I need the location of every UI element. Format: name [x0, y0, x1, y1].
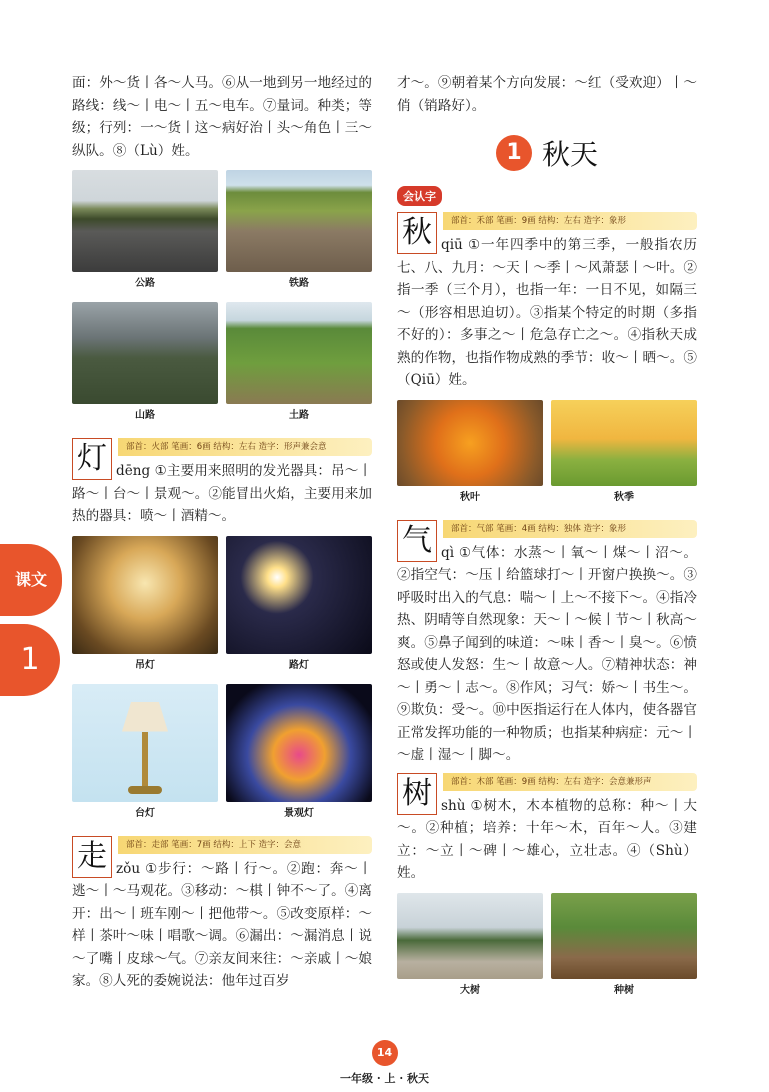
photo-item: [72, 536, 218, 682]
photo-caption: 景观灯: [284, 807, 314, 819]
lesson-heading: [397, 131, 697, 175]
tree-photo-grid: [397, 893, 697, 1007]
page-footer: [0, 1040, 769, 1086]
big-tree-photo: [397, 893, 543, 979]
lesson-number-badge: 1: [496, 135, 532, 171]
headword-char: 气: [397, 520, 437, 562]
section-badge: 会认字: [397, 186, 442, 206]
entry-definition: zǒu ①步行：～路丨行～。②跑：奔～丨逃～丨～马观花。③移动：～棋丨钟不～了。④离开：出～丨班车刚～丨把他带～。⑤改变原样：～样丨茶叶～味丨唱歌～调。⑥漏出：～漏消息丨说～了嘴丨皮球～气。⑦亲友间来往：～亲戚丨～娘家。⑧人死的委婉说法：他年过百岁: [72, 860, 372, 989]
lamp-photo-grid: [72, 536, 372, 830]
autumn-leaf-photo: [397, 400, 543, 486]
entry-qiu: [397, 212, 697, 392]
photo-caption: 吊灯: [135, 659, 155, 671]
entry-definition: qiū ①一年四季中的第三季，一般指农历七、八、九月：～天丨～季丨～风萧瑟丨～叶。②指一季（三个月），也指一年：一日不见，如隔三～（形容相思迫切）。③指某个特定的时期（多指不好的）：多事之～丨危急存亡之～。④指秋天成熟的作物，也指作物成熟的季节：收～丨晒～。⑤（Qiū）姓。: [397, 237, 697, 388]
continued-definition: 面：外～货丨各～人马。⑥从一地到另一地经过的路线：线～丨电～丨五～电车。⑦量词。种类；等级；行列：一～货丨这～病好治丨头～角色丨三～纵队。⑧（Lù）姓。: [72, 75, 372, 159]
autumn-photo-grid: [397, 400, 697, 514]
road-photo-grid: [72, 170, 372, 432]
photo-caption: 土路: [289, 410, 309, 421]
photo-caption: 秋叶: [460, 491, 480, 503]
photo-item: [397, 893, 543, 1007]
chandelier-photo: [72, 536, 218, 654]
headword-char: 走: [72, 836, 112, 878]
char-meta-bar: 部首：走部 笔画：7画 结构：上下 造字：会意: [118, 836, 372, 854]
photo-caption: 铁路: [289, 278, 309, 289]
entry-definition: dēng ①主要用来照明的发光器具：吊～丨路～丨台～丨景观～。②能冒出火焰，主要用来加热的器具：喷～丨酒精～。: [72, 463, 372, 524]
highway-photo: [72, 170, 218, 272]
photo-item: [397, 400, 543, 514]
photo-caption: 种树: [614, 984, 634, 996]
photo-item: [226, 536, 372, 682]
street-lamp-photo: [226, 536, 372, 654]
landscape-lamp-photo: [226, 684, 372, 802]
page-number: 14: [372, 1040, 398, 1066]
photo-item: [72, 684, 218, 830]
photo-item: [551, 893, 697, 1007]
photo-caption: 台灯: [135, 807, 155, 819]
footer-text: 一年级 · 上 · 秋天: [340, 1072, 429, 1085]
photo-caption: 秋季: [614, 491, 634, 503]
side-tab-number: 1: [0, 624, 60, 696]
entry-shu: [397, 773, 697, 885]
photo-caption: 公路: [135, 278, 155, 289]
photo-item: [226, 170, 372, 300]
headword-char: 灯: [72, 438, 112, 480]
headword-char: 秋: [397, 212, 437, 254]
continued-definition: 才～。⑨朝着某个方向发展：～红（受欢迎）丨～俏（销路好）。: [397, 75, 697, 114]
left-column: [72, 72, 372, 993]
lesson-title: 秋天: [541, 138, 598, 171]
photo-item: [226, 302, 372, 432]
right-column: [397, 72, 697, 1007]
railway-photo: [226, 170, 372, 272]
lesson-side-tab: [0, 544, 62, 696]
side-tab-label: 课文: [0, 544, 62, 616]
photo-item: [226, 684, 372, 830]
photo-caption: 山路: [135, 410, 155, 421]
char-meta-bar: 部首：木部 笔画：9画 结构：左右 造字：会意兼形声: [443, 773, 697, 791]
photo-item: [551, 400, 697, 514]
desk-lamp-photo: [72, 684, 218, 802]
char-meta-bar: 部首：气部 笔画：4画 结构：独体 造字：象形: [443, 520, 697, 538]
autumn-season-photo: [551, 400, 697, 486]
headword-char: 树: [397, 773, 437, 815]
photo-item: [72, 302, 218, 432]
photo-caption: 大树: [460, 984, 480, 996]
char-meta-bar: 部首：禾部 笔画：9画 结构：左右 造字：象形: [443, 212, 697, 230]
char-meta-bar: 部首：火部 笔画：6画 结构：左右 造字：形声兼会意: [118, 438, 372, 456]
entry-definition: qì ①气体：水蒸～丨氧～丨煤～丨沼～。②指空气：～压丨给篮球打～丨开窗户换换～。③呼吸时出入的气息：喘～丨上～不接下～。④指冷热、阴晴等自然现象：天～丨～候丨节～丨秋高～爽。⑤鼻子闻到的味道：～味丨香～丨臭～。⑥愤怒或使人发怒：生～丨故意～人。⑦精神状态：神～丨勇～丨志～。⑧作风；习气：娇～丨书生～。⑨欺负：受～。⑩中医指运行在人体内，使各器官正常发挥功能的一种物质；也指某种病症：元～丨～虚丨湿～丨脚～。: [397, 544, 697, 763]
entry-zou: [72, 836, 372, 993]
mountain-road-photo: [72, 302, 218, 404]
entry-qi: [397, 520, 697, 767]
dirt-road-photo: [226, 302, 372, 404]
photo-item: [72, 170, 218, 300]
entry-deng: [72, 438, 372, 528]
photo-caption: 路灯: [289, 659, 309, 671]
entry-definition: shù ①树木，木本植物的总称：种～丨大～。②种植；培养：十年～木，百年～人。③建立：～立丨～碑丨～雄心，立壮志。④（Shù）姓。: [397, 797, 697, 881]
planting-tree-photo: [551, 893, 697, 979]
